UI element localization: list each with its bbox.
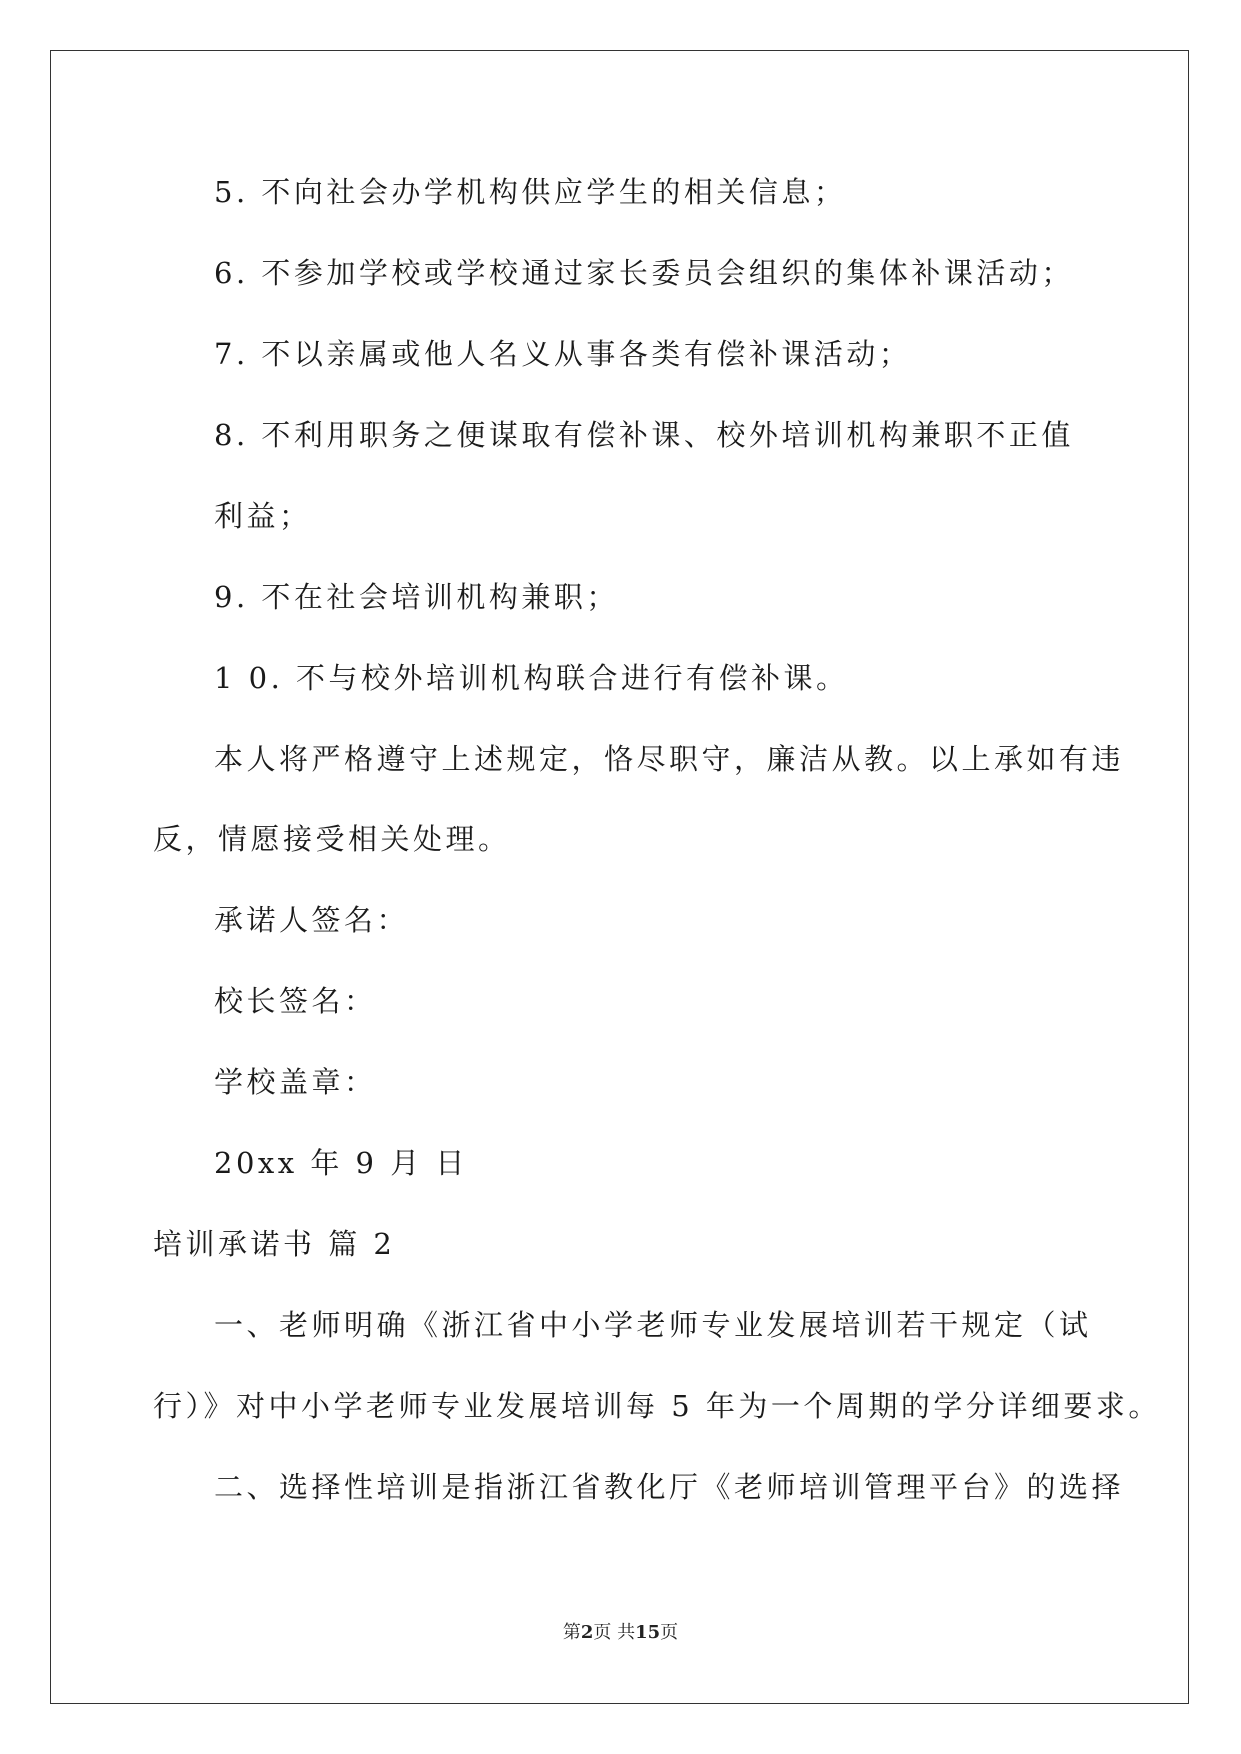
text-line: 一、老师明确《浙江省中小学老师专业发展培训若干规定（试 [214, 1308, 1092, 1342]
page-footer [0, 1622, 1241, 1644]
text-line: 1 0. 不与校外培训机构联合进行有偿补课。 [214, 661, 849, 695]
text-line: 二、选择性培训是指浙江省教化厅《老师培训管理平台》的选择 [214, 1470, 1125, 1504]
page-frame [50, 50, 1189, 1704]
total-page-count: 15 [635, 1622, 661, 1643]
signature-label: 承诺人签名： [214, 903, 410, 937]
text-line: 行）》对中小学老师专业发展培训每 5 年为一个周期的学分详细要求。 [153, 1389, 1161, 1423]
footer-suffix: 页 [660, 1622, 679, 1643]
text-line: 利益； [214, 499, 312, 533]
footer-prefix: 第 [562, 1622, 581, 1643]
current-page-number: 2 [580, 1622, 594, 1643]
seal-label: 学校盖章： [214, 1065, 377, 1099]
text-line: 7. 不以亲属或他人名义从事各类有偿补课活动； [214, 337, 912, 371]
footer-mid: 页 共 [593, 1622, 636, 1643]
text-line: 6. 不参加学校或学校通过家长委员会组织的集体补课活动； [214, 256, 1074, 290]
date-line: 20xx 年 9 月 日 [214, 1146, 468, 1180]
text-line: 8. 不利用职务之便谋取有偿补课、校外培训机构兼职不正值 [214, 418, 1074, 452]
signature-label: 校长签名： [214, 984, 377, 1018]
text-line: 5. 不向社会办学机构供应学生的相关信息； [214, 175, 847, 209]
text-line: 本人将严格遵守上述规定，恪尽职守，廉洁从教。以上承如有违 [214, 742, 1125, 776]
section-heading: 培训承诺书 篇 2 [153, 1227, 396, 1261]
text-line: 反，情愿接受相关处理。 [153, 822, 511, 856]
text-line: 9. 不在社会培训机构兼职； [214, 580, 619, 614]
